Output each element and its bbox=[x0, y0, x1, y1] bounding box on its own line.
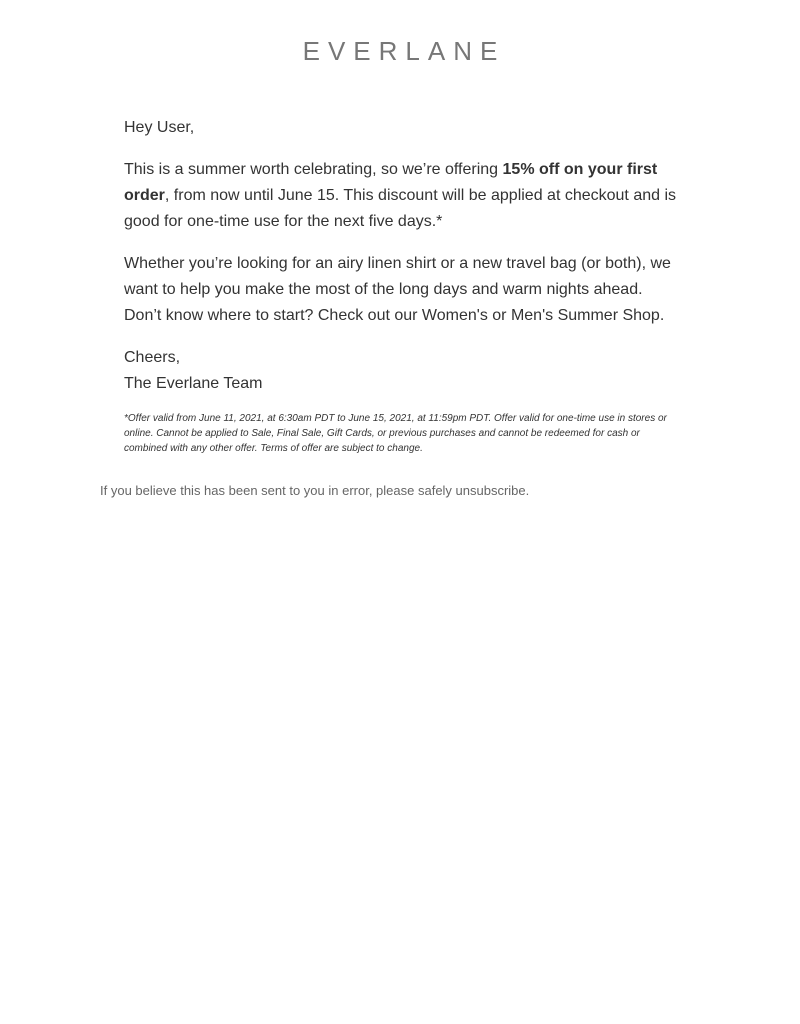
offer-text-before: This is a summer worth celebrating, so we’re offering bbox=[124, 161, 503, 178]
offer-highlight: 15% off on your first order bbox=[124, 161, 658, 204]
shop-text: Whether you’re looking for an airy linen shirt or a new travel bag (or both), we want to help you make the most of the long days and warm nights ahead. Don’t know where to start? Check out our bbox=[124, 255, 671, 324]
footer-text: If you believe this has been sent to you in error, please safely bbox=[100, 483, 456, 498]
mens-summer-shop-link[interactable]: Men's Summer Shop bbox=[510, 307, 660, 324]
unsubscribe-link[interactable]: unsubscribe bbox=[455, 483, 526, 498]
greeting: Hey User, bbox=[124, 119, 195, 136]
brand-logo[interactable]: EVERLANE bbox=[302, 36, 506, 66]
signoff: Cheers, bbox=[124, 349, 181, 366]
offer-text-after: , from now until June 15. This discount will be applied at checkout and is good for one-time use for the next five days.* bbox=[124, 187, 677, 230]
footer-end: . bbox=[525, 483, 530, 498]
footer-notice bbox=[100, 482, 529, 500]
email-body bbox=[124, 115, 680, 472]
shop-end-text: . bbox=[659, 307, 665, 324]
womens-shop-link[interactable]: Women's bbox=[421, 307, 488, 324]
shop-paragraph bbox=[124, 251, 680, 329]
offer-paragraph bbox=[124, 157, 680, 235]
offer-disclaimer: *Offer valid from June 11, 2021, at 6:30am PDT to June 15, 2021, at 11:59pm PDT. Offer valid for one-time use in stores or online. Cannot be applied to Sale, Final Sale, Gift Cards, or previous purchases and cannot be redeemed for cash or combined with any other offer. Terms of offer are subject to change. bbox=[124, 413, 667, 454]
signature: The Everlane Team bbox=[124, 375, 263, 392]
shop-or-text: or bbox=[487, 307, 511, 324]
